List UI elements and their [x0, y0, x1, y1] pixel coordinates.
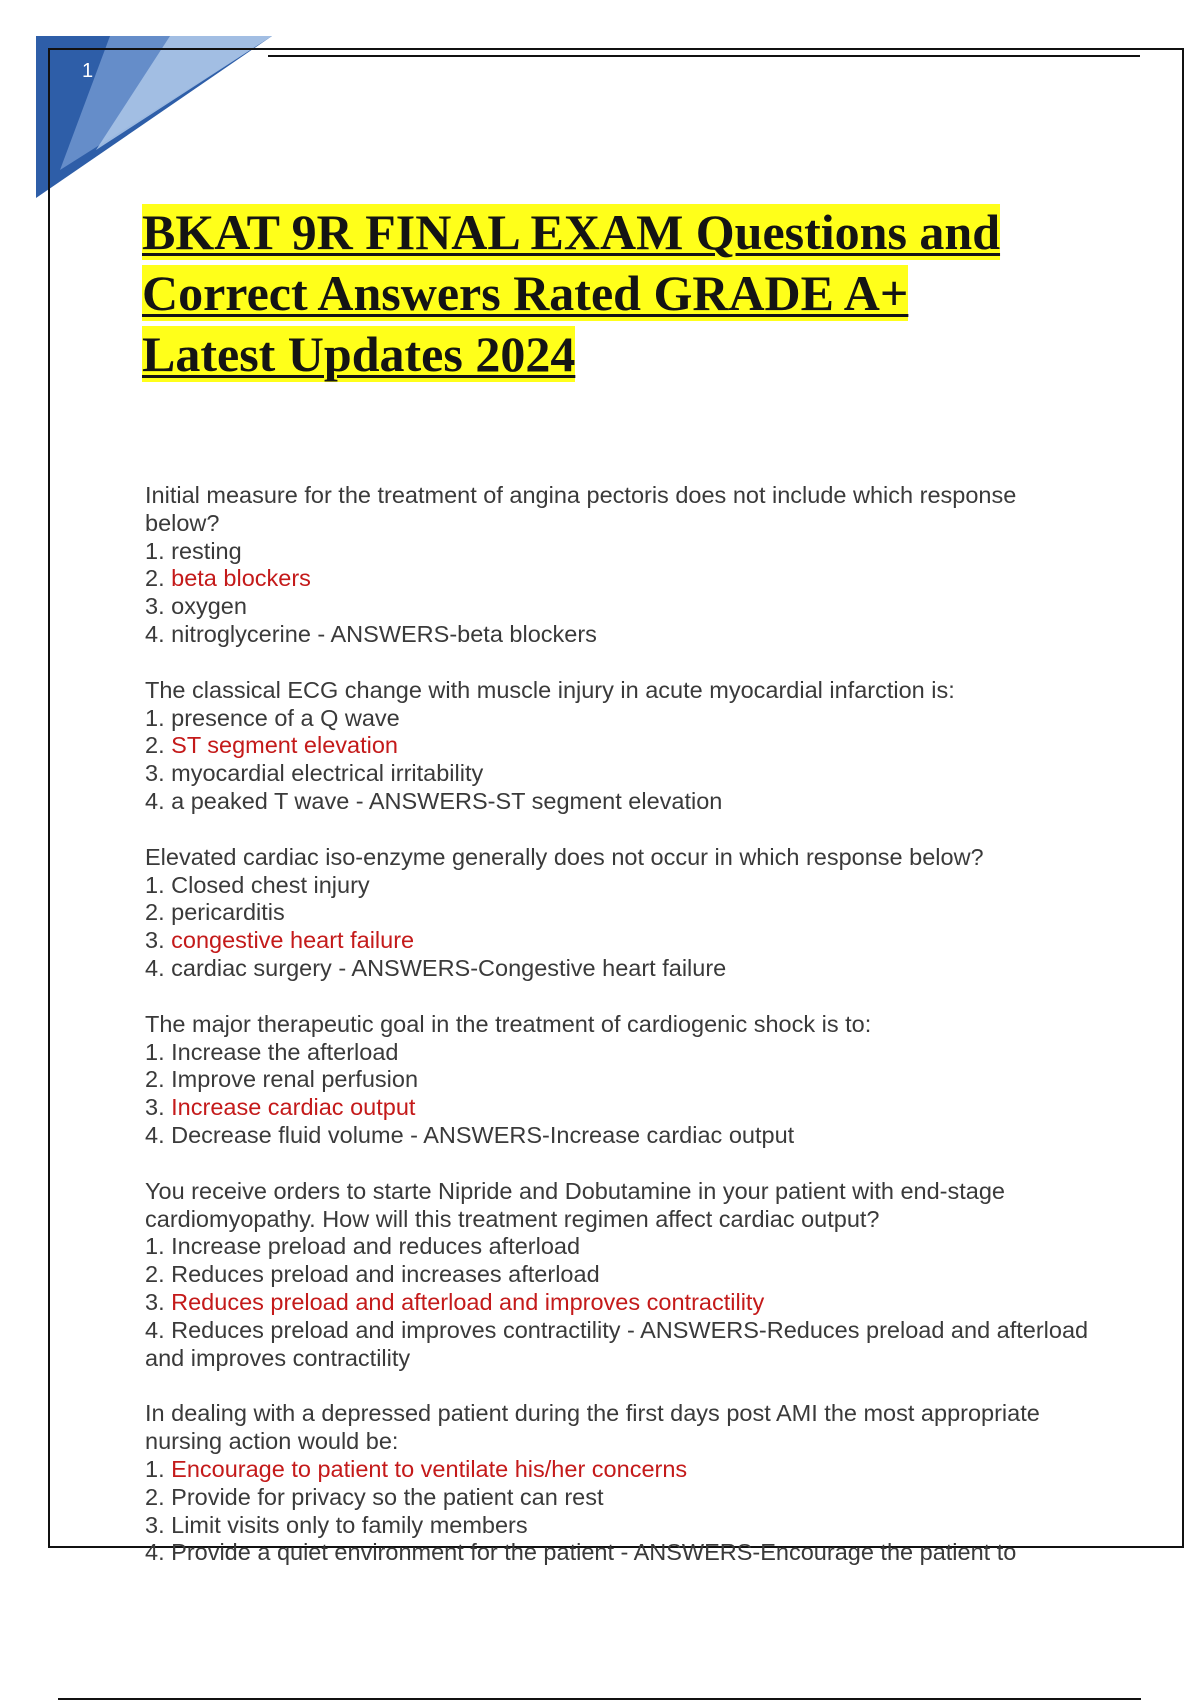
option-item: 3. oxygen: [145, 593, 247, 620]
option-list: [145, 538, 1090, 649]
option-text: nitroglycerine: [171, 620, 311, 647]
question-stem: The major therapeutic goal in the treatment of cardiogenic shock is to:: [145, 1010, 872, 1037]
option-item: 3. Limit visits only to family members: [145, 1511, 528, 1538]
page-number: 1: [82, 60, 94, 82]
option-text: Improve renal perfusion: [171, 1066, 419, 1093]
option-item-correct: 3. Reduces preload and afterload and improves contractility: [145, 1288, 765, 1315]
answer-text: ANSWERS-ST segment elevation: [368, 787, 723, 814]
option-item: 2. Provide for privacy so the patient can rest: [145, 1483, 604, 1510]
option-text: Increase the afterload: [171, 1038, 399, 1065]
question-stem: Initial measure for the treatment of angina pectoris does not include which response below?: [145, 482, 1017, 536]
question-stem: Elevated cardiac iso-enzyme generally does not occur in which response below?: [145, 843, 984, 870]
question-block: [145, 1400, 1090, 1567]
option-item: 4. cardiac surgery - ANSWERS-Congestive heart failure: [145, 954, 727, 981]
option-item: 4. a peaked T wave - ANSWERS-ST segment elevation: [145, 787, 723, 814]
answer-text: ANSWERS-Congestive heart failure: [351, 954, 727, 981]
answer-text: ANSWERS-Increase cardiac output: [423, 1121, 795, 1148]
option-item: 1. Closed chest injury: [145, 871, 370, 898]
option-item-correct: 3. congestive heart failure: [145, 927, 415, 954]
question-block: [145, 1011, 1090, 1150]
option-list: [145, 1233, 1090, 1372]
option-item: 2. Improve renal perfusion: [145, 1066, 419, 1093]
option-text: oxygen: [171, 593, 247, 620]
option-text: pericarditis: [171, 899, 285, 926]
correct-option-text: ST segment elevation: [171, 732, 399, 759]
option-item: 1. presence of a Q wave: [145, 704, 400, 731]
option-text: Reduces preload and improves contractility: [171, 1316, 621, 1343]
option-text: resting: [171, 537, 242, 564]
title-line-1: BKAT 9R FINAL EXAM Questions and: [142, 204, 1001, 260]
option-text: Limit visits only to family members: [171, 1511, 528, 1538]
title-line-3: Latest Updates 2024: [142, 326, 576, 382]
option-list: [145, 1039, 1090, 1150]
option-item-correct: 2. beta blockers: [145, 565, 311, 592]
question-block: [145, 1178, 1090, 1373]
question-stem: In dealing with a depressed patient during the first days post AMI the most appropriate nursing action would be:: [145, 1400, 1040, 1455]
question-stem: The classical ECG change with muscle injury in acute myocardial infarction is:: [145, 676, 955, 703]
option-text: myocardial electrical irritability: [171, 760, 484, 787]
correct-option-text: congestive heart failure: [171, 927, 415, 954]
option-item: 4. Provide a quiet environment for the patient - ANSWERS-Encourage the patient to: [145, 1539, 1017, 1566]
option-text: Closed chest injury: [171, 871, 370, 898]
question-block: [145, 844, 1090, 983]
correct-option-text: beta blockers: [171, 565, 311, 592]
title-line-2: Correct Answers Rated GRADE A+: [142, 265, 909, 321]
option-text: cardiac surgery: [171, 954, 332, 981]
option-list: [145, 705, 1090, 816]
option-text: Increase preload and reduces afterload: [171, 1233, 581, 1260]
option-item: 1. Increase preload and reduces afterload: [145, 1233, 581, 1260]
document-title: [142, 202, 1082, 385]
option-item-correct: 3. Increase cardiac output: [145, 1094, 416, 1121]
answer-text: ANSWERS-Reduces preload and afterload and improves contractility: [145, 1316, 1089, 1371]
option-item: 2. Reduces preload and increases afterload: [145, 1261, 600, 1288]
option-item-correct: 1. Encourage to patient to ventilate his/her concerns: [145, 1455, 688, 1482]
question-list: [145, 482, 1090, 1595]
option-item: 4. Decrease fluid volume - ANSWERS-Increase cardiac output: [145, 1121, 795, 1148]
answer-text: ANSWERS-beta blockers: [330, 620, 597, 647]
question-stem: You receive orders to starte Nipride and Dobutamine in your patient with end-stage cardiomyopathy. How will this treatment regimen affect cardiac output?: [145, 1177, 1005, 1232]
correct-option-text: Encourage to patient to ventilate his/her concerns: [171, 1455, 688, 1482]
answer-text: ANSWERS-Encourage the patient to: [633, 1539, 1017, 1566]
option-item: 2. pericarditis: [145, 899, 285, 926]
option-list: [145, 1456, 1090, 1567]
question-block: [145, 677, 1090, 816]
option-text: a peaked T wave: [171, 787, 350, 814]
option-text: Provide a quiet environment for the patient: [171, 1539, 614, 1566]
option-text: Decrease fluid volume: [171, 1121, 404, 1148]
option-item: 4. Reduces preload and improves contractility - ANSWERS-Reduces preload and afterload and improves contractility: [145, 1316, 1089, 1371]
option-text: Provide for privacy so the patient can rest: [171, 1483, 604, 1510]
option-item: 1. Increase the afterload: [145, 1038, 399, 1065]
correct-option-text: Increase cardiac output: [171, 1094, 416, 1121]
option-text: presence of a Q wave: [171, 704, 400, 731]
option-item: 3. myocardial electrical irritability: [145, 760, 484, 787]
question-block: [145, 482, 1090, 649]
option-text: Reduces preload and increases afterload: [171, 1261, 600, 1288]
option-list: [145, 872, 1090, 983]
option-item-correct: 2. ST segment elevation: [145, 732, 399, 759]
correct-option-text: Reduces preload and afterload and improves contractility: [171, 1288, 765, 1315]
option-item: 1. resting: [145, 537, 242, 564]
option-item: 4. nitroglycerine - ANSWERS-beta blockers: [145, 620, 597, 647]
